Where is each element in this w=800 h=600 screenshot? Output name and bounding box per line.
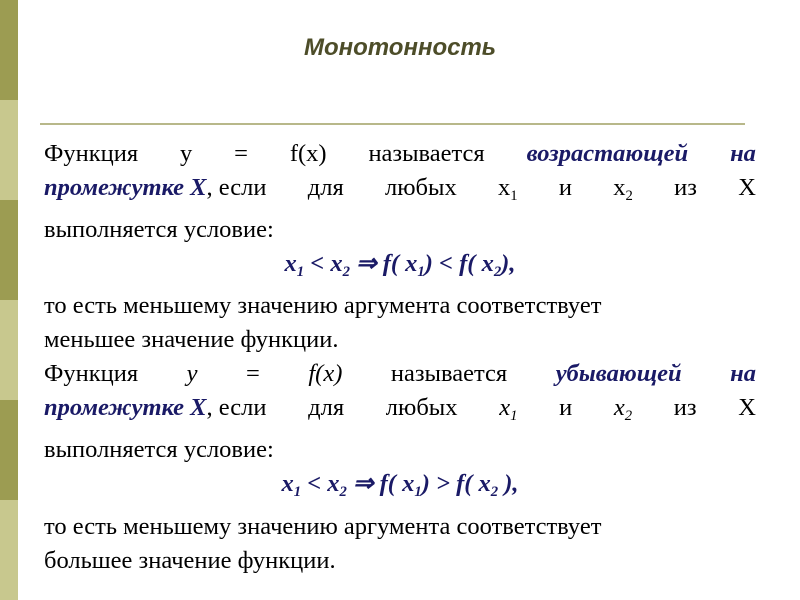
var-x1 xyxy=(498,171,518,213)
inc-conclusion-2: меньшее значение функции. xyxy=(44,326,339,354)
inc-line-1 xyxy=(44,137,756,171)
dec-conclusion-1: то есть меньшему значению аргумента соответствует xyxy=(44,512,602,540)
sidebar-segment xyxy=(0,100,18,200)
word: из xyxy=(674,174,697,201)
formula-part: < x xyxy=(304,250,343,278)
formula-subscript: 2 xyxy=(493,264,502,281)
sidebar-stripes xyxy=(0,0,18,600)
word: f(x) xyxy=(289,140,327,167)
dec-line-2 xyxy=(44,391,756,433)
term-word: на xyxy=(730,360,756,388)
formula-subscript: 2 xyxy=(342,264,350,281)
formula-subscript: 2 xyxy=(339,484,347,501)
var-letter: x xyxy=(498,174,511,201)
dec-line-1 xyxy=(44,357,756,391)
term-interval: промежутке X xyxy=(44,394,207,422)
formula-subscript: 1 xyxy=(296,264,305,281)
sidebar-segment xyxy=(0,500,18,600)
dec-formula xyxy=(44,467,756,509)
word: любых xyxy=(385,394,458,422)
word: = xyxy=(234,140,248,167)
formula-subscript: 1 xyxy=(417,264,425,281)
var-letter: x xyxy=(613,394,625,422)
sidebar-segment xyxy=(0,400,18,500)
var-subscript: 1 xyxy=(510,188,518,205)
term-group xyxy=(44,171,266,213)
word: = xyxy=(246,360,260,388)
word: , если xyxy=(206,174,267,201)
title-divider xyxy=(40,123,745,125)
word: и xyxy=(559,394,573,422)
var-subscript: 2 xyxy=(624,408,633,425)
formula-subscript: 2 xyxy=(490,484,499,501)
term-interval: промежутке X xyxy=(44,174,207,201)
page-title: Монотонность xyxy=(303,34,497,61)
formula-part: ), xyxy=(501,250,516,278)
term-group xyxy=(44,391,266,433)
formula-part: ⇒ f( x xyxy=(346,470,415,498)
dec-conclusion-2: большее значение функции. xyxy=(44,546,336,574)
slide-body xyxy=(44,137,756,578)
word: X xyxy=(738,394,756,422)
formula-part: < x xyxy=(301,470,340,498)
formula-part: ) < f( x xyxy=(424,250,494,278)
inc-condition-label: выполняется условие: xyxy=(44,216,274,244)
formula-part: ⇒ f( x xyxy=(349,250,418,278)
var-subscript: 1 xyxy=(510,408,518,425)
word: для xyxy=(307,174,344,201)
dec-condition-label: выполняется условие: xyxy=(44,436,274,464)
formula-part: ), xyxy=(498,470,519,498)
var-subscript: 2 xyxy=(625,188,633,205)
word: y xyxy=(180,140,193,167)
term-word: на xyxy=(730,140,756,167)
word: называется xyxy=(368,140,485,167)
word: называется xyxy=(390,360,508,388)
var-x2 xyxy=(613,171,633,213)
var-x2 xyxy=(614,391,632,433)
word: для xyxy=(308,394,345,422)
formula-part: x xyxy=(281,470,294,498)
var-letter: x xyxy=(613,174,626,201)
var-letter: x xyxy=(499,394,511,422)
sidebar-segment xyxy=(0,300,18,400)
inc-conclusion-1: то есть меньшему значению аргумента соответствует xyxy=(44,292,602,320)
formula-part: x xyxy=(284,250,297,278)
word: Функция xyxy=(44,360,139,388)
formula-part: ) > f( x xyxy=(421,470,491,498)
word: X xyxy=(738,174,756,201)
word: и xyxy=(558,174,573,201)
inc-formula xyxy=(44,247,756,289)
word: из xyxy=(673,394,697,422)
formula-subscript: 1 xyxy=(414,484,422,501)
word: Функция xyxy=(44,140,139,167)
var-x1 xyxy=(499,391,517,433)
word: y xyxy=(186,360,198,388)
term-increasing: возрастающей xyxy=(526,140,689,167)
sidebar-segment xyxy=(0,200,18,300)
inc-line-2 xyxy=(44,171,756,213)
word: любых xyxy=(385,174,457,201)
word: f(x) xyxy=(308,360,343,388)
formula-subscript: 1 xyxy=(293,484,302,501)
term-decreasing: убывающей xyxy=(555,360,682,388)
word: , если xyxy=(206,394,267,422)
